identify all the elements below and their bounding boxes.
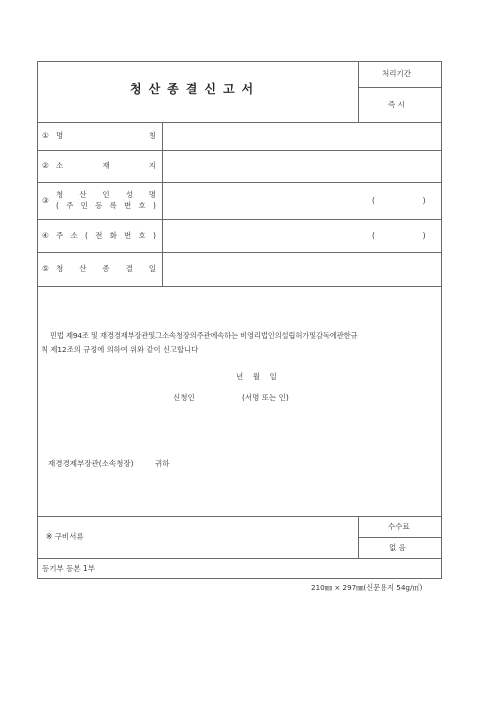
statement-line-2: 칙 제12조의 규정에 의하여 위와 같이 신고합니다 <box>41 345 199 354</box>
title-divider <box>358 61 359 122</box>
attachment-line <box>37 558 442 559</box>
row-5-number: ⑤ <box>42 264 49 273</box>
applicant-label: 신청인 <box>173 393 195 402</box>
location-field[interactable] <box>163 151 441 182</box>
signature-note: (서명 또는 인) <box>242 393 289 402</box>
statement-line-1: 민법 제94조 및 재경경제부장관및그소속청장의주관에속하는 비영리법인의설립허가및감독에관한규 <box>50 331 358 340</box>
row-2-label-text: 소 재 지 <box>56 161 156 170</box>
row-3-label-line2 <box>56 201 156 211</box>
body-bottom-line <box>37 516 442 517</box>
fee-value: 없 음 <box>389 543 406 552</box>
row-3-label-line1 <box>56 190 156 200</box>
processing-period-value: 즉 시 <box>388 100 405 109</box>
row-1-label <box>56 131 156 141</box>
row-2-label <box>56 161 156 171</box>
form-title: 청산종결신고서 <box>130 82 261 96</box>
signature-field[interactable] <box>200 389 240 405</box>
recipient-suffix: 귀하 <box>155 459 170 468</box>
recipient: 재경경제부장관(소속청장) <box>48 459 134 468</box>
fee-mid-line <box>358 537 442 538</box>
attachments-label: ※ 구비서류 <box>46 532 84 541</box>
name-field[interactable] <box>163 123 441 150</box>
address-field[interactable] <box>163 220 363 252</box>
row-3-label-line1-text: 청 산 인 성 명 <box>56 190 156 199</box>
row-5-label <box>56 264 156 274</box>
row-3-parenthesis: ( ) <box>372 196 426 205</box>
processing-period-label: 처리기간 <box>382 69 411 78</box>
row-4-label <box>56 231 156 241</box>
liquidator-name-field[interactable] <box>163 183 363 219</box>
row-3-label-line2-text: ( 주 민 등 록 번 호 ) <box>56 201 156 210</box>
completion-date-field[interactable] <box>163 253 441 286</box>
attachment-item: 등기부 등본 1부 <box>42 564 96 573</box>
row-4-label-text: 주 소 ( 전 화 번 호 ) <box>56 231 156 240</box>
row-4-number: ④ <box>42 231 49 240</box>
row-4-parenthesis: ( ) <box>372 231 426 240</box>
row-2-number: ② <box>42 161 49 170</box>
paper-size: 210㎜ × 297㎜(신문용지 54g/㎡) <box>311 583 423 592</box>
fee-label: 수수료 <box>388 522 410 531</box>
row-1-number: ① <box>42 131 49 140</box>
row-5-label-text: 청 산 종 결 일 <box>56 264 156 273</box>
row-3-number: ③ <box>42 196 49 205</box>
row-1-label-text: 명 칭 <box>56 131 156 140</box>
date-line: 년 월 일 <box>236 372 277 381</box>
processing-divider <box>358 87 442 88</box>
row-line-5 <box>37 286 442 287</box>
